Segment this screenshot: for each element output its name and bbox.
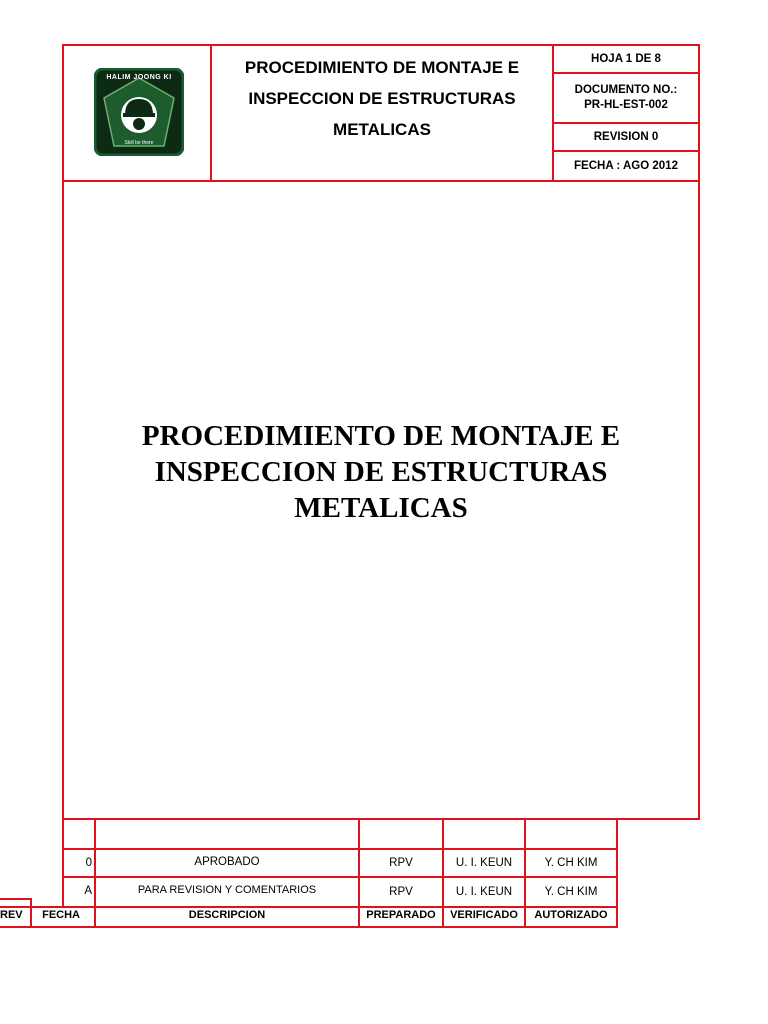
header-preparado: PREPARADO — [366, 909, 436, 921]
header-title — [212, 52, 552, 145]
main-title-line-3: METALICAS — [294, 492, 468, 524]
row-rev-0-rev: 0 — [85, 857, 92, 869]
revision-label: REVISION 0 — [593, 130, 659, 143]
row-rev-a-autorizado: Y. CH KIM — [544, 886, 598, 898]
header-fecha: FECHA — [42, 909, 80, 921]
logo-bottom-text: Skill be there — [124, 140, 154, 146]
row-rev-0-autorizado: Y. CH KIM — [544, 857, 598, 869]
row-rev-a-verificado: U. I. KEUN — [455, 886, 513, 898]
row-rev-a-preparado: RPV — [389, 886, 413, 898]
header-title-line-2: INSPECCION DE ESTRUCTURAS — [248, 89, 516, 108]
main-title-line-1: PROCEDIMIENTO DE MONTAJE E — [141, 420, 621, 452]
header-rev: REV — [0, 909, 23, 921]
header-autorizado: AUTORIZADO — [534, 909, 608, 921]
document-number-cell — [554, 74, 698, 122]
row-rev-a-descripcion: PARA REVISION Y COMENTARIOS — [137, 884, 317, 896]
header-top-left-segment — [0, 898, 32, 900]
document-number: PR-HL-EST-002 — [584, 99, 668, 111]
row-rev-0-descripcion: APROBADO — [194, 856, 260, 868]
row-rev-0-verificado: U. I. KEUN — [455, 857, 513, 869]
date-label: FECHA : AGO 2012 — [574, 159, 678, 172]
row-rev-a-rev: A — [84, 885, 92, 897]
sheet-number: HOJA 1 DE 8 — [591, 52, 661, 65]
company-logo — [94, 68, 184, 156]
logo-top-text: HALIM JOONG KI — [106, 74, 172, 81]
header-verificado: VERIFICADO — [450, 909, 518, 921]
main-title — [64, 418, 698, 526]
main-title-line-2: INSPECCION DE ESTRUCTURAS — [154, 456, 608, 488]
row-rev-0-preparado: RPV — [389, 857, 413, 869]
header-title-line-1: PROCEDIMIENTO DE MONTAJE E — [244, 58, 520, 77]
document-number-label: DOCUMENTO NO.: — [574, 84, 678, 96]
header-descripcion: DESCRIPCION — [188, 909, 266, 921]
table-row-empty — [62, 818, 618, 850]
header-title-line-3: METALICAS — [333, 120, 431, 139]
